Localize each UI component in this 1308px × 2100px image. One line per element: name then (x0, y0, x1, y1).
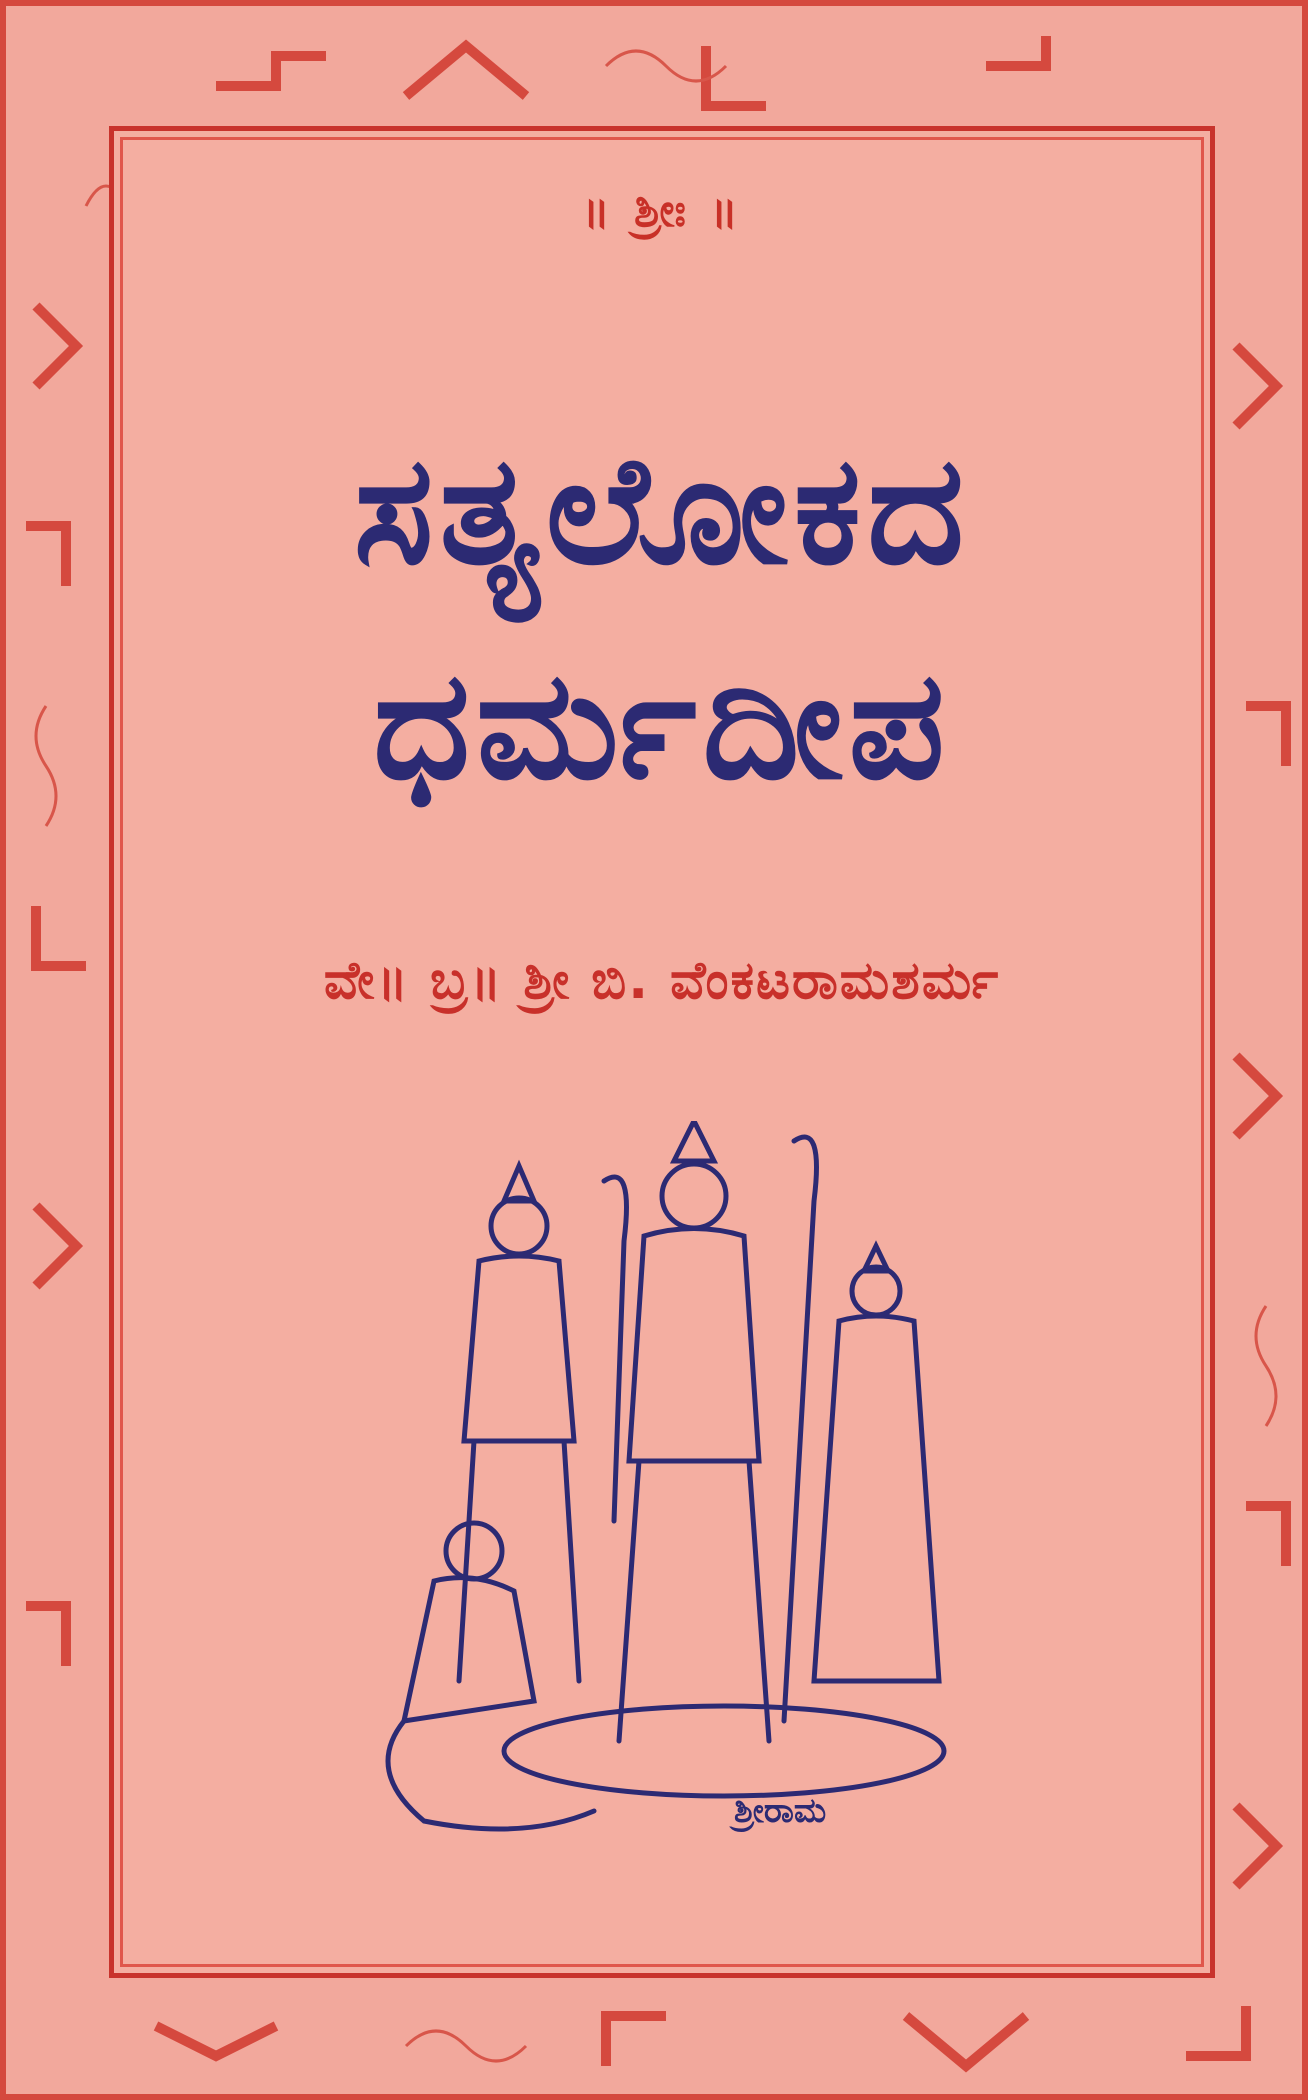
border-chevron-mark (406, 46, 526, 96)
border-chevron-mark (1236, 1806, 1276, 1886)
head-mark (446, 1523, 502, 1579)
border-step-mark (606, 2016, 666, 2066)
torso-mark (814, 1316, 939, 1681)
illustration-caption: ಶ್ರೀರಾಮ (734, 1791, 827, 1831)
tail-mark (388, 1721, 594, 1829)
border-chevron-mark (156, 2026, 276, 2056)
deity-illustration (364, 1121, 1004, 1881)
cover-panel (109, 126, 1215, 1978)
title-line-1: ಸತ್ಯಲೋಕದ (353, 424, 971, 598)
border-step-mark (36, 906, 86, 966)
border-chevron-mark (1236, 1056, 1276, 1136)
invocation-text: ॥ ಶ್ರೀಃ ॥ (581, 183, 743, 237)
border-chevron-mark (36, 306, 76, 386)
bow-mark (784, 1137, 817, 1721)
crown-mark (674, 1121, 714, 1161)
head-mark (662, 1164, 726, 1228)
border-step-mark (26, 1606, 66, 1666)
bow-mark (604, 1177, 627, 1521)
torso-mark (404, 1578, 534, 1721)
border-step-mark (986, 36, 1046, 66)
pedestal-mark (504, 1706, 944, 1796)
border-step-mark (1246, 1506, 1286, 1566)
border-step-mark (1186, 2006, 1246, 2056)
border-chevron-mark (1236, 346, 1276, 426)
legs-mark (459, 1441, 579, 1681)
legs-mark (619, 1461, 769, 1741)
border-step-mark (26, 526, 66, 586)
border-step-mark (216, 56, 326, 86)
border-step-mark (1246, 706, 1286, 766)
border-squiggle (406, 2031, 526, 2061)
title-line-2: ಧರ್ಮದೀಪ (373, 639, 951, 813)
torso-mark (464, 1256, 574, 1441)
head-mark (852, 1267, 900, 1315)
border-chevron-mark (906, 2016, 1026, 2066)
head-mark (491, 1198, 547, 1254)
border-squiggle (1256, 1306, 1276, 1426)
torso-mark (629, 1229, 759, 1462)
author-name: ವೇ॥ ಬ್ರ॥ ಶ್ರೀ ಬಿ. ವೆಂಕಟರಾಮಶರ್ಮ (323, 951, 1001, 1011)
border-chevron-mark (36, 1206, 76, 1286)
border-squiggle (36, 706, 56, 826)
